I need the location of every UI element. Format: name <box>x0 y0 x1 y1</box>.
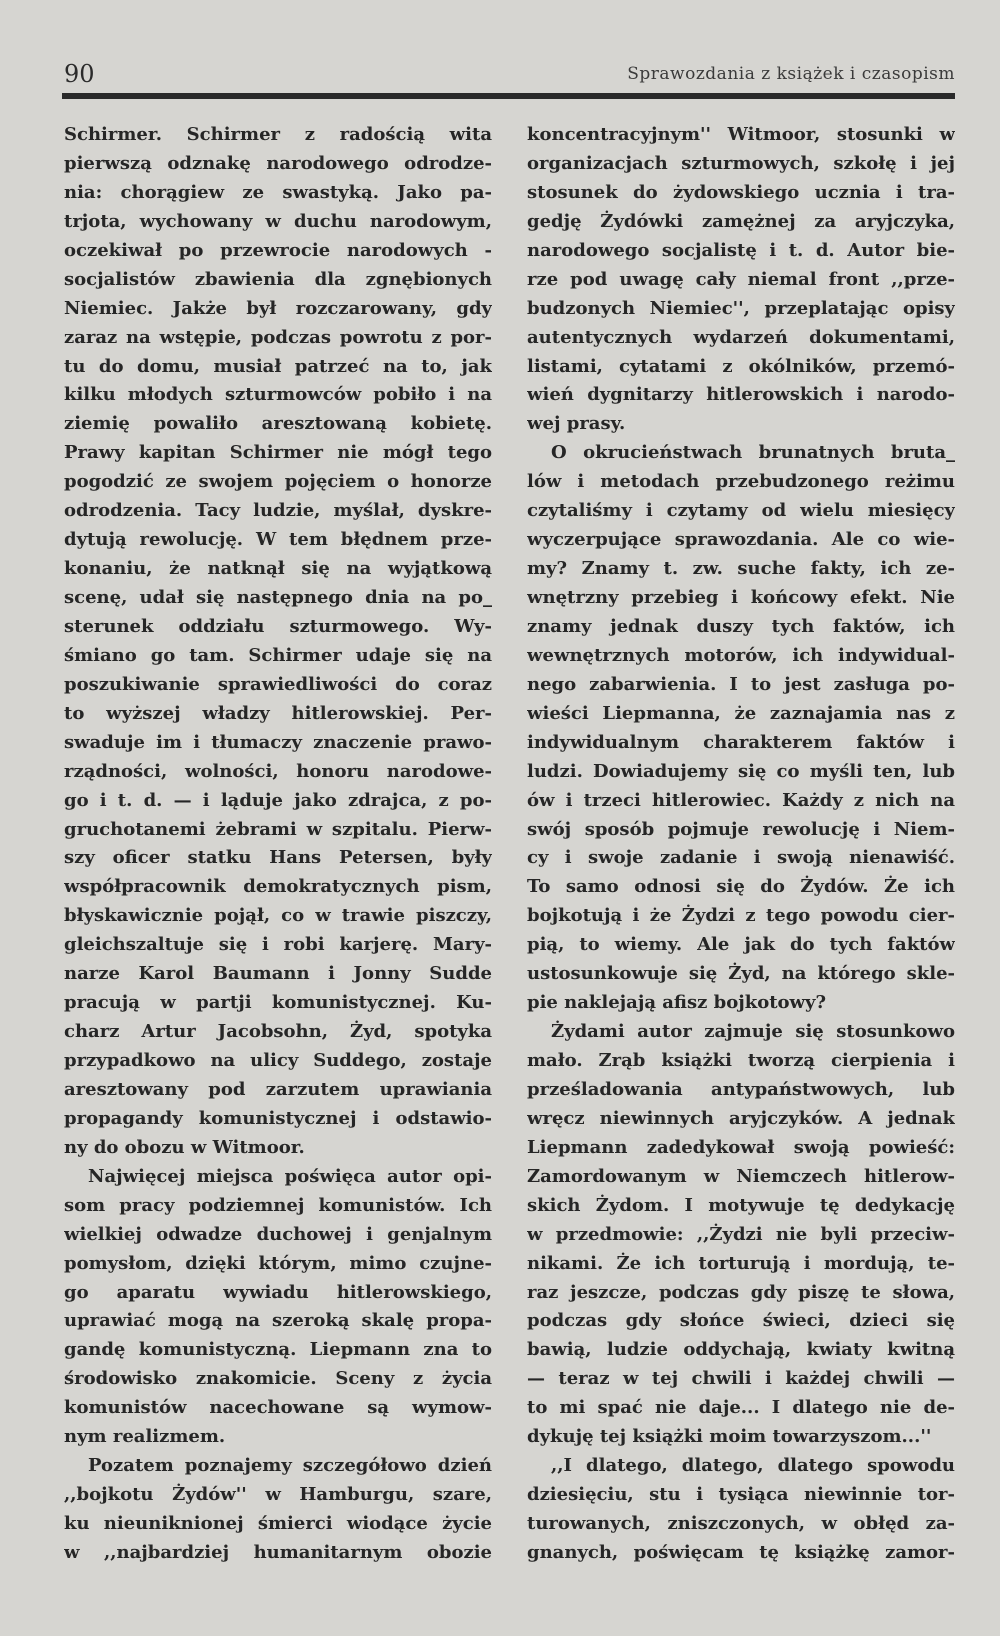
text-line: wielkiej odwadze duchowej i genjalnym <box>64 1223 492 1245</box>
text-line: To samo odnosi się do Żydów. Że ich <box>527 876 955 898</box>
text-line: Niemiec. Jakże był rozczarowany, gdy <box>64 297 492 319</box>
text-line: zaraz na wstępie, podczas powrotu z por- <box>64 326 492 348</box>
text-line: pią, to wiemy. Ale jak do tych faktów <box>527 934 955 956</box>
text-line: szy oficer statku Hans Petersen, były <box>64 847 492 869</box>
text-line: poszukiwanie sprawiedliwości do coraz <box>64 673 492 695</box>
text-line: cy i swoje zadanie i swoją nienawiść. <box>527 847 955 869</box>
text-line: Żydami autor zajmuje się stosunkowo <box>551 1021 955 1043</box>
text-line: śmiano go tam. Schirmer udaje się na <box>64 644 492 666</box>
text-line: podczas gdy słońce świeci, dzieci się <box>527 1310 955 1332</box>
text-line: czytaliśmy i czytamy od wielu miesięcy <box>527 500 955 522</box>
page-number: 90 <box>64 60 95 88</box>
text-line: wień dygnitarzy hitlerowskich i narodo- <box>527 384 955 406</box>
text-line: dziesięciu, stu i tysiąca niewinnie tor- <box>527 1484 955 1506</box>
text-line: przypadkowo na ulicy Suddego, zostaje <box>64 1050 492 1071</box>
text-line: sterunek oddziału szturmowego. Wy- <box>64 615 492 637</box>
text-line: w ,,najbardziej humanitarnym obozie <box>64 1541 492 1563</box>
text-line: my? Znamy t. zw. suche fakty, ich ze- <box>527 558 955 580</box>
text-line: ustosunkowuje się Żyd, na którego skle- <box>527 963 955 985</box>
text-line: w przedmowie: ,,Żydzi nie byli przeciw- <box>527 1223 955 1245</box>
text-line: bojkotują i że Żydzi z tego powodu cier- <box>527 905 955 927</box>
text-line: pierwszą odznakę narodowego odrodze- <box>64 152 492 174</box>
text-line: dykuję tej książki moim towarzyszom...'' <box>527 1426 932 1448</box>
text-line: nego zabarwienia. I to jest zasługa po- <box>527 673 955 695</box>
text-line: ,,I dlatego, dlatego, dlatego spowodu <box>551 1455 955 1477</box>
text-line: to wyższej władzy hitlerowskiej. Per- <box>64 702 492 724</box>
header-rule <box>62 93 955 99</box>
text-line: rządności, wolności, honoru narodowe- <box>64 760 492 782</box>
text-line: raz jeszcze, podczas gdy piszę te słowa, <box>527 1281 955 1303</box>
text-line: oczekiwał po przewrocie narodowych - <box>64 239 492 261</box>
text-line: scenę, udał się następnego dnia na po_ <box>64 587 492 608</box>
text-line: pomysłom, dzięki którym, mimo czujne- <box>64 1252 492 1274</box>
text-line: turowanych, zniszczonych, w obłęd za- <box>527 1513 955 1534</box>
text-line: O okrucieństwach brunatnych bruta_ <box>551 442 955 464</box>
text-line: charz Artur Jacobsohn, Żyd, spotyka <box>64 1021 492 1043</box>
text-line: gandę komunistyczną. Liepmann zna to <box>64 1339 492 1361</box>
text-line: ziemię powaliło aresztowaną kobietę. <box>64 413 492 435</box>
text-line: konaniu, że natknął się na wyjątkową <box>64 558 492 580</box>
text-line: komunistów nacechowane są wymow- <box>64 1397 492 1419</box>
text-line: pie naklejają afisz bojkotowy? <box>527 992 827 1014</box>
text-line: błyskawicznie pojął, co w trawie piszczy, <box>64 905 492 927</box>
text-line: Liepmann zadedykował swoją powieść: <box>527 1136 955 1158</box>
text-line: uprawiać mogą na szeroką skalę propa- <box>64 1310 492 1332</box>
text-line: swaduje im i tłumaczy znaczenie prawo- <box>64 731 492 753</box>
text-line: socjalistów zbawienia dla zgnębionych <box>64 268 492 290</box>
text-line: trjota, wychowany w duchu narodowym, <box>64 210 492 232</box>
text-line: rze pod uwagę cały niemal front ,,prze- <box>527 268 955 290</box>
text-line: wręcz niewinnych aryjczyków. A jednak <box>527 1107 955 1129</box>
text-line: kilku młodych szturmowców pobiło i na <box>64 384 492 406</box>
text-line: go i t. d. — i ląduje jako zdrajca, z po- <box>64 789 492 811</box>
text-line: ku nieuniknionej śmierci wiodące życie <box>64 1513 492 1534</box>
text-line: organizacjach szturmowych, szkołę i jej <box>527 152 955 174</box>
text-line: Pozatem poznajemy szczegółowo dzień <box>88 1455 492 1477</box>
running-head: Sprawozdania z książek i czasopism <box>627 64 955 84</box>
text-line: nym realizmem. <box>64 1426 226 1448</box>
text-line: go aparatu wywiadu hitlerowskiego, <box>64 1281 492 1303</box>
text-line: — teraz w tej chwili i każdej chwili — <box>527 1368 955 1390</box>
text-line: gleichszaltuje się i robi karjerę. Mary- <box>64 934 492 956</box>
page-header <box>62 56 955 92</box>
text-line: to mi spać nie daje... I dlatego nie de- <box>527 1397 955 1419</box>
text-line: prześladowania antypaństwowych, lub <box>527 1078 955 1100</box>
text-line: ów i trzeci hitlerowiec. Każdy z nich na <box>527 789 955 811</box>
text-line: współpracownik demokratycznych pism, <box>64 876 492 898</box>
text-line: odrodzenia. Tacy ludzie, myślał, dyskre- <box>64 500 492 522</box>
text-line: koncentracyjnym'' Witmoor, stosunki w <box>527 124 955 145</box>
text-line: Prawy kapitan Schirmer nie mógł tego <box>64 442 492 464</box>
text-line: gruchotanemi żebrami w szpitalu. Pierw- <box>64 818 492 840</box>
text-line: ,,bojkotu Żydów'' w Hamburgu, szare, <box>64 1484 492 1506</box>
text-line: stosunek do żydowskiego ucznia i tra- <box>527 181 955 203</box>
text-line: bawią, ludzie oddychają, kwiaty kwitną <box>527 1339 955 1361</box>
text-line: wewnętrznych motorów, ich indywidual- <box>527 644 955 666</box>
left-column <box>64 121 492 1568</box>
text-line: narodowego socjalistę i t. d. Autor bie- <box>527 239 955 261</box>
text-line: ludzi. Dowiadujemy się co myśli ten, lub <box>527 760 955 782</box>
text-line: mało. Zrąb książki tworzą cierpienia i <box>527 1050 955 1071</box>
text-line: wnętrzny przebieg i końcowy efekt. Nie <box>527 587 955 608</box>
text-line: ny do obozu w Witmoor. <box>64 1136 305 1158</box>
text-line: Zamordowanym w Niemczech hitlerow- <box>527 1165 955 1187</box>
text-line: autentycznych wydarzeń dokumentami, <box>527 326 955 348</box>
text-line: środowisko znakomicie. Sceny z życia <box>64 1368 492 1390</box>
text-line: dytują rewolucję. W tem błędnem prze- <box>64 529 492 551</box>
text-line: budzonych Niemiec'', przeplatając opisy <box>527 297 955 319</box>
text-line: propagandy komunistycznej i odstawio- <box>64 1107 492 1129</box>
text-line: aresztowany pod zarzutem uprawiania <box>64 1078 492 1100</box>
text-line: Najwięcej miejsca poświęca autor opi- <box>88 1165 492 1187</box>
text-line: nikami. Że ich torturują i mordują, te- <box>527 1252 955 1274</box>
right-column <box>527 121 955 1568</box>
text-line: wyczerpujące sprawozdania. Ale co wie- <box>527 529 955 551</box>
text-line: lów i metodach przebudzonego reżimu <box>527 471 955 493</box>
text-line: pracują w partji komunistycznej. Ku- <box>64 992 492 1014</box>
text-line: nia: chorągiew ze swastyką. Jako pa- <box>64 181 492 203</box>
text-line: gnanych, poświęcam tę książkę zamor- <box>527 1541 955 1563</box>
text-line: gedję Żydówki zamężnej za aryjczyka, <box>527 210 955 232</box>
text-line: pogodzić ze swojem pojęciem o honorze <box>64 471 492 493</box>
text-line: listami, cytatami z okólników, przemó- <box>527 355 955 377</box>
text-line: tu do domu, musiał patrzeć na to, jak <box>64 355 492 377</box>
text-line: som pracy podziemnej komunistów. Ich <box>64 1194 492 1216</box>
text-line: skich Żydom. I motywuje tę dedykację <box>527 1194 955 1216</box>
text-line: Schirmer. Schirmer z radością wita <box>64 124 492 145</box>
text-line: znamy jednak duszy tych faktów, ich <box>527 615 955 637</box>
text-line: narze Karol Baumann i Jonny Sudde <box>64 963 492 985</box>
text-line: indywidualnym charakterem faktów i <box>527 731 955 753</box>
text-line: swój sposób pojmuje rewolucję i Niem- <box>527 818 955 840</box>
text-line: wieści Liepmanna, że zaznajamia nas z <box>527 702 955 724</box>
text-line: wej prasy. <box>527 413 626 435</box>
